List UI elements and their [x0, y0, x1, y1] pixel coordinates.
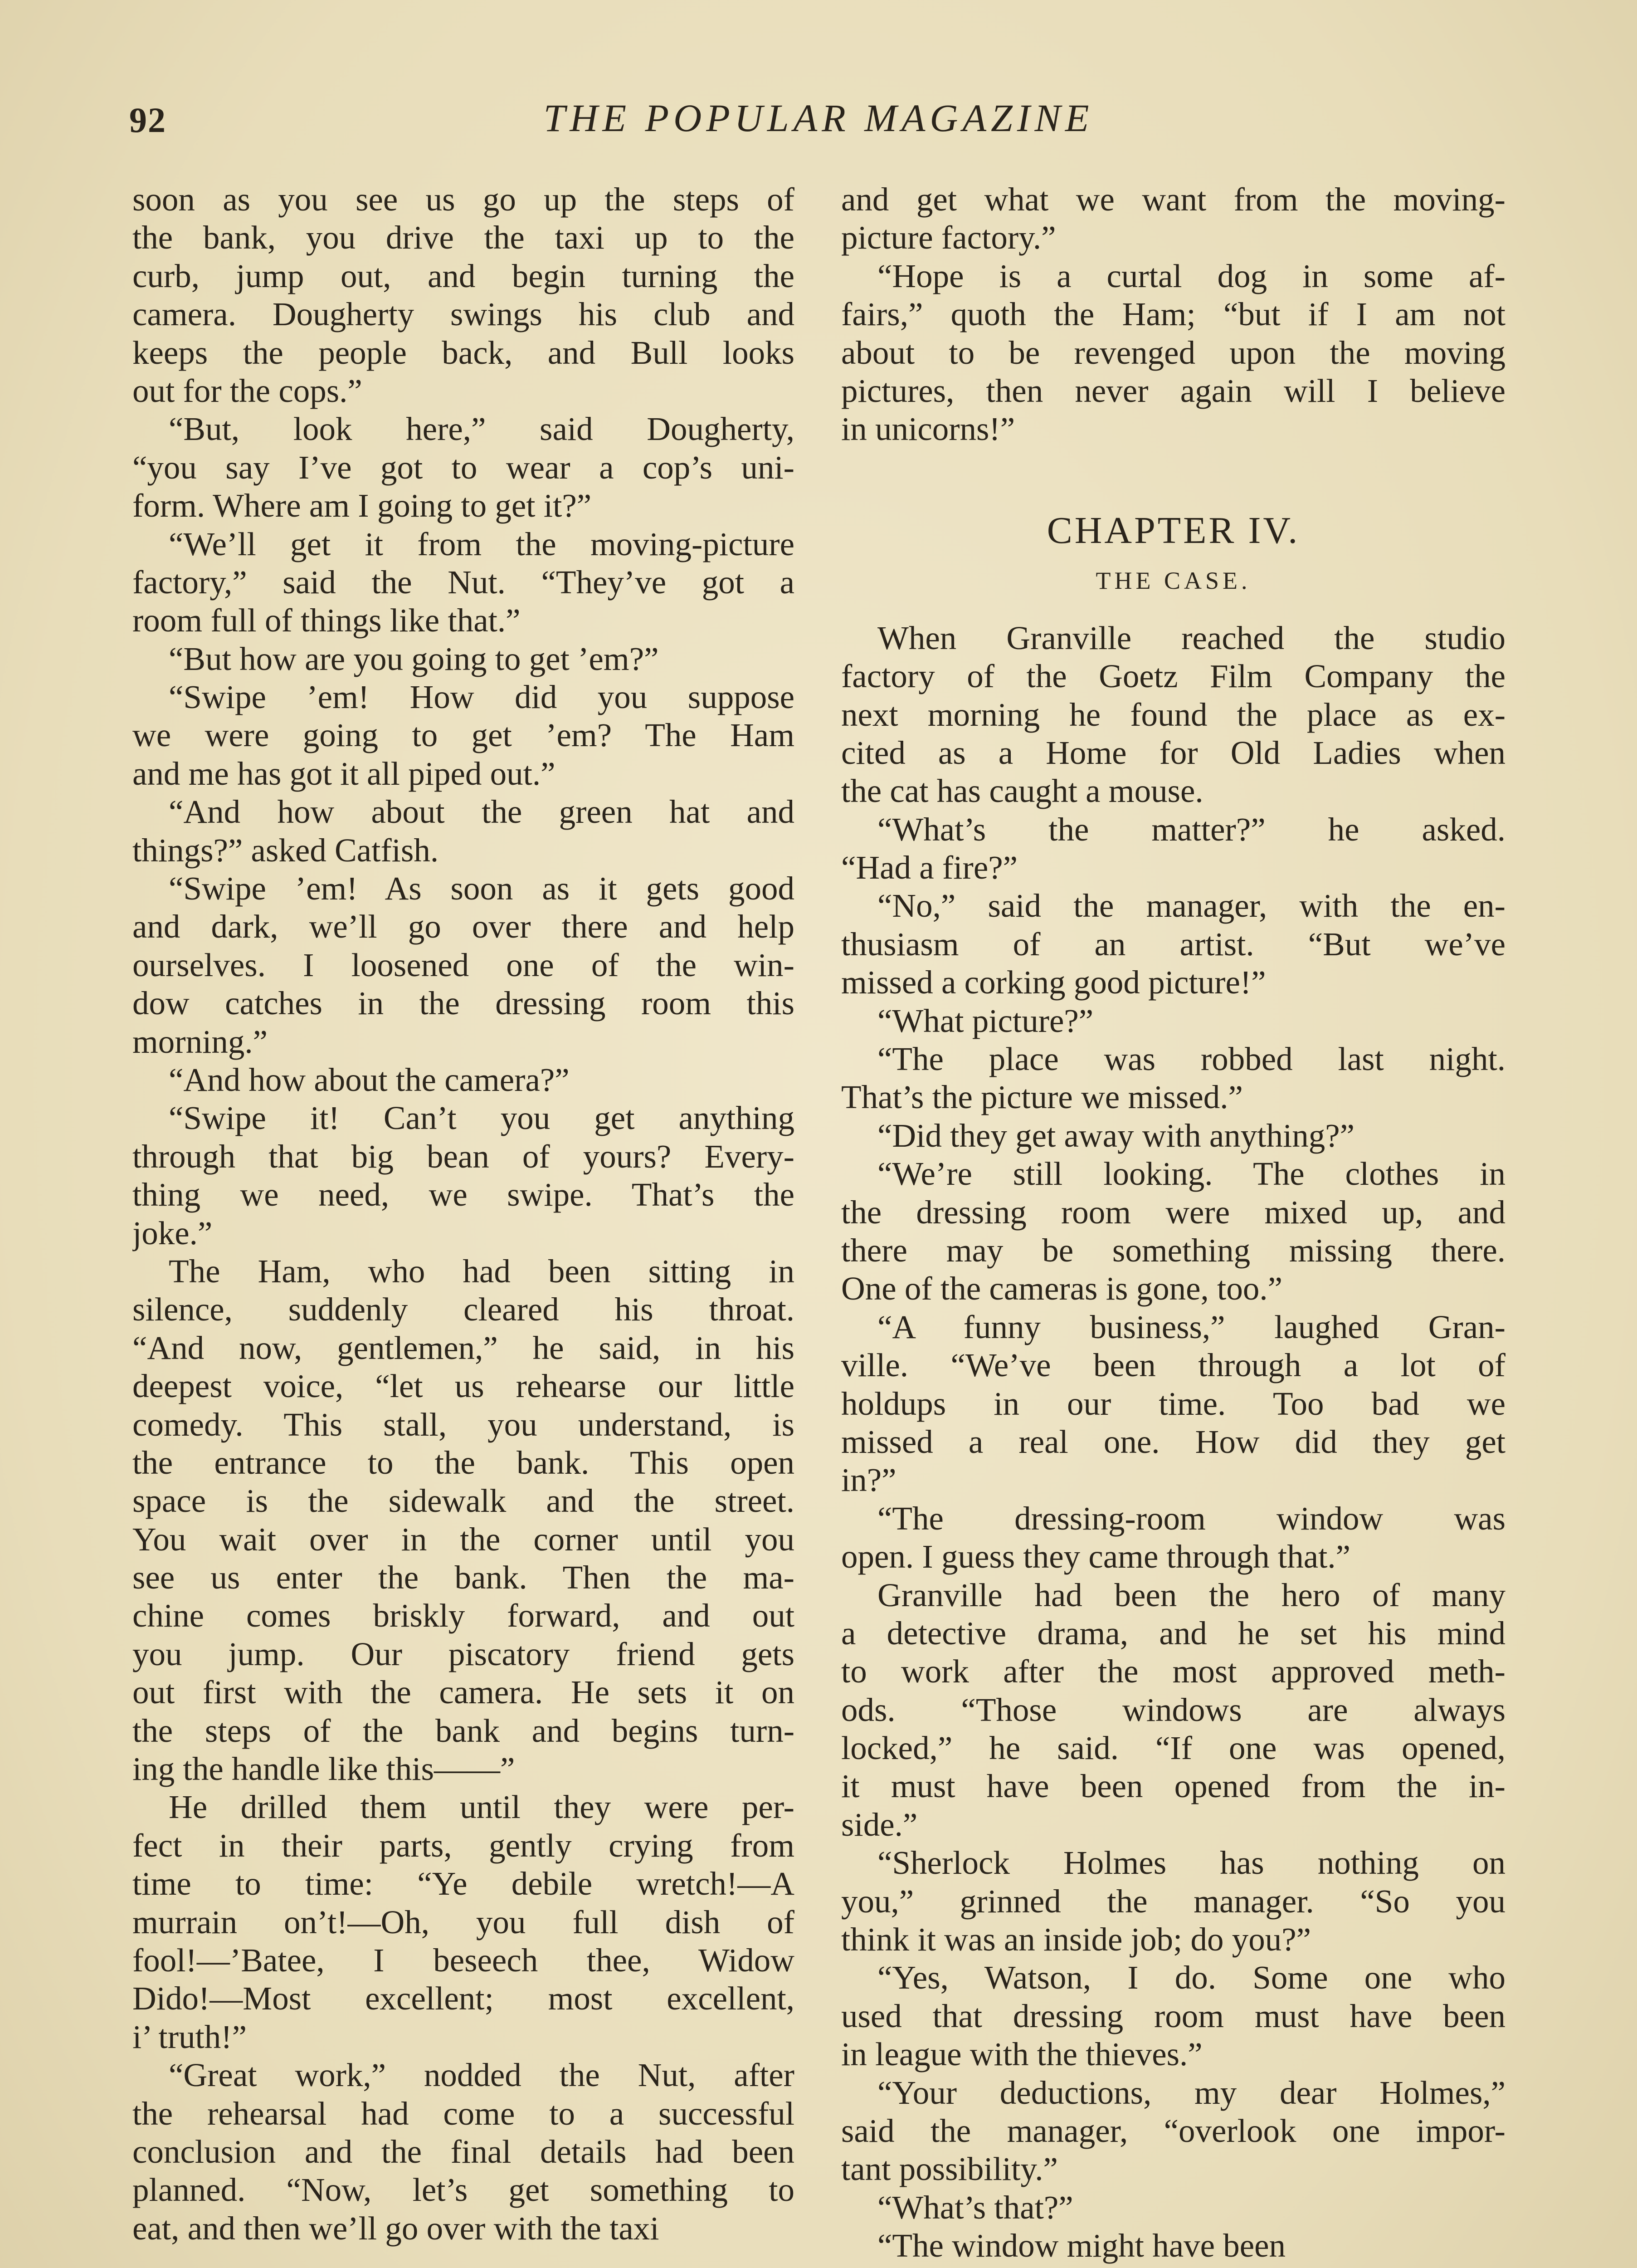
text-line: missed a corking good picture!” — [841, 964, 1266, 1001]
text-line: ing the handle like this——” — [132, 1750, 515, 1788]
text-line: about to be revenged upon the moving — [841, 334, 1505, 371]
text-line: used that dressing room must have been — [841, 1997, 1505, 2034]
text-line: “Hope is a curtal dog in some af- — [877, 257, 1505, 294]
text-line: locked,” he said. “If one was opened, — [841, 1730, 1505, 1767]
text-line: the rehearsal had come to a successful — [132, 2095, 794, 2132]
text-line: out for the cops.” — [132, 372, 362, 409]
text-line: When Granville reached the studio — [877, 619, 1505, 656]
text-line: camera. Dougherty swings his club and — [132, 296, 794, 333]
text-line: the entrance to the bank. This open — [132, 1444, 794, 1481]
text-line: time to time: “Ye debile wretch!—A — [132, 1865, 794, 1902]
text-line: cited as a Home for Old Ladies when — [841, 734, 1505, 771]
text-line: said the manager, “overlook one impor- — [841, 2112, 1505, 2149]
text-line: next morning he found the place as ex- — [841, 696, 1505, 733]
text-line: missed a real one. How did they get — [841, 1423, 1505, 1460]
text-line: “Sherlock Holmes has nothing on — [877, 1844, 1505, 1882]
text-line: “Yes, Watson, I do. Some one who — [877, 1959, 1505, 1996]
page-header — [129, 95, 1508, 150]
text-line: planned. “Now, let’s get something to — [132, 2171, 794, 2209]
text-line: the bank, you drive the taxi up to the — [132, 219, 794, 256]
right-column-bottom-text — [841, 619, 1505, 2265]
text-line: “The place was robbed last night. — [877, 1041, 1505, 1078]
text-line: form. Where am I going to get it?” — [132, 487, 592, 524]
text-line: “Your deductions, my dear Holmes,” — [877, 2074, 1505, 2111]
text-line: “We’ll get it from the moving-picture — [169, 525, 794, 562]
text-line: “But, look here,” said Dougherty, — [169, 411, 794, 448]
text-line: space is the sidewalk and the street. — [132, 1482, 794, 1520]
text-line: tant possibility.” — [841, 2151, 1058, 2188]
text-line: “Did they get away with anything?” — [877, 1117, 1355, 1154]
text-line: “Great work,” nodded the Nut, after — [169, 2057, 794, 2094]
text-line: dow catches in the dressing room this — [132, 985, 794, 1022]
text-line: the steps of the bank and begins turn- — [132, 1712, 794, 1749]
text-line: fect in their parts, gently crying from — [132, 1827, 794, 1864]
text-line: “And now, gentlemen,” he said, in his — [132, 1329, 794, 1366]
text-line: through that big bean of yours? Every- — [132, 1138, 794, 1175]
text-line: chine comes briskly forward, and out — [132, 1597, 794, 1634]
text-line: “And how about the green hat and — [169, 793, 794, 831]
text-line: it must have been opened from the in- — [841, 1768, 1505, 1805]
text-line: thing we need, we swipe. That’s the — [132, 1176, 794, 1213]
text-line: holdups in our time. Too bad we — [841, 1385, 1505, 1422]
text-line: “Swipe ’em! As soon as it gets good — [169, 870, 794, 907]
text-line: see us enter the bank. Then the ma- — [132, 1559, 794, 1596]
text-line: pictures, then never again will I believe — [841, 372, 1505, 409]
text-line: You wait over in the corner until you — [132, 1520, 794, 1558]
text-line: you,” grinned the manager. “So you — [841, 1882, 1505, 1920]
text-line: “The window might have been — [877, 2227, 1286, 2264]
text-line: thusiasm of an artist. “But we’ve — [841, 925, 1505, 963]
text-line: That’s the picture we missed.” — [841, 1079, 1243, 1116]
chapter-subtitle: THE CASE. — [1096, 567, 1251, 594]
text-line: ods. “Those windows are always — [841, 1691, 1505, 1728]
text-line: “And how about the camera?” — [169, 1061, 570, 1098]
text-line: “The dressing-room window was — [877, 1500, 1505, 1537]
text-line: in?” — [841, 1461, 896, 1499]
page-number: 92 — [129, 100, 166, 140]
text-line: Granville had been the hero of many — [877, 1576, 1505, 1613]
text-line: fool!—’Batee, I beseech thee, Widow — [132, 1941, 794, 1979]
text-line: the cat has caught a mouse. — [841, 772, 1203, 810]
text-line: the dressing room were mixed up, and — [841, 1193, 1505, 1231]
text-line: we were going to get ’em? The Ham — [132, 717, 794, 754]
text-line: “No,” said the manager, with the en- — [877, 887, 1505, 924]
text-line: picture factory.” — [841, 219, 1056, 256]
text-line: factory,” said the Nut. “They’ve got a — [132, 563, 794, 601]
right-column-top-text — [841, 181, 1505, 449]
text-line: “What’s that?” — [877, 2189, 1073, 2226]
text-line: factory of the Goetz Film Company the — [841, 658, 1505, 695]
text-line: open. I guess they came through that.” — [841, 1538, 1351, 1575]
text-line: and get what we want from the moving- — [841, 181, 1505, 218]
text-line: “We’re still looking. The clothes in — [877, 1155, 1505, 1193]
text-line: “A funny business,” laughed Gran- — [877, 1308, 1505, 1345]
text-line: “Swipe ’em! How did you suppose — [169, 679, 794, 716]
text-line: soon as you see us go up the steps of — [132, 181, 794, 218]
text-line: The Ham, who had been sitting in — [169, 1252, 794, 1290]
text-line: a detective drama, and he set his mind — [841, 1614, 1505, 1652]
text-line: i’ truth!” — [132, 2018, 247, 2055]
text-line: keeps the people back, and Bull looks — [132, 334, 794, 371]
text-line: “Had a fire?” — [841, 849, 1018, 886]
text-line: ville. “We’ve been through a lot of — [841, 1347, 1505, 1384]
text-line: and me has got it all piped out.” — [132, 755, 555, 792]
text-line: He drilled them until they were per- — [169, 1789, 794, 1826]
right-text-column — [841, 181, 1505, 2265]
text-line: murrain on’t!—Oh, you full dish of — [132, 1903, 794, 1941]
text-line: ourselves. I loosened one of the win- — [132, 946, 794, 983]
text-line: “But how are you going to get ’em?” — [169, 640, 659, 677]
text-line: curb, jump out, and begin turning the — [132, 257, 794, 294]
text-line: One of the cameras is gone, too.” — [841, 1270, 1282, 1307]
text-line: conclusion and the final details had been — [132, 2133, 794, 2170]
text-line: deepest voice, “let us rehearse our little — [132, 1368, 794, 1405]
chapter-heading: CHAPTER IV. — [1047, 509, 1300, 552]
text-line: think it was an inside job; do you?” — [841, 1921, 1311, 1958]
text-line: fairs,” quoth the Ham; “but if I am not — [841, 296, 1505, 333]
running-title: THE POPULAR MAGAZINE — [543, 96, 1094, 140]
text-line: to work after the most approved meth- — [841, 1653, 1505, 1690]
text-line: morning.” — [132, 1023, 268, 1060]
text-line: comedy. This stall, you understand, is — [132, 1406, 794, 1443]
text-line: you jump. Our piscatory friend gets — [132, 1635, 794, 1672]
text-line: “What picture?” — [877, 1002, 1094, 1039]
text-line: joke.” — [132, 1214, 213, 1251]
left-text-column — [132, 181, 794, 2248]
text-line: things?” asked Catfish. — [132, 831, 439, 869]
text-line: silence, suddenly cleared his throat. — [132, 1291, 794, 1328]
text-line: and dark, we’ll go over there and help — [132, 908, 794, 945]
text-line: Dido!—Most excellent; most excellent, — [132, 1980, 794, 2017]
text-line: out first with the camera. He sets it on — [132, 1674, 794, 1711]
text-line: there may be something missing there. — [841, 1232, 1505, 1269]
text-line: in league with the thieves.” — [841, 2036, 1203, 2073]
text-line: “Swipe it! Can’t you get anything — [169, 1100, 794, 1137]
text-line: “What’s the matter?” he asked. — [877, 811, 1505, 848]
text-line: side.” — [841, 1806, 918, 1843]
text-line: room full of things like that.” — [132, 602, 521, 639]
text-line: in unicorns!” — [841, 411, 1015, 448]
text-line: eat, and then we’ll go over with the taxi — [132, 2209, 659, 2247]
text-line: “you say I’ve got to wear a cop’s uni- — [132, 449, 794, 486]
